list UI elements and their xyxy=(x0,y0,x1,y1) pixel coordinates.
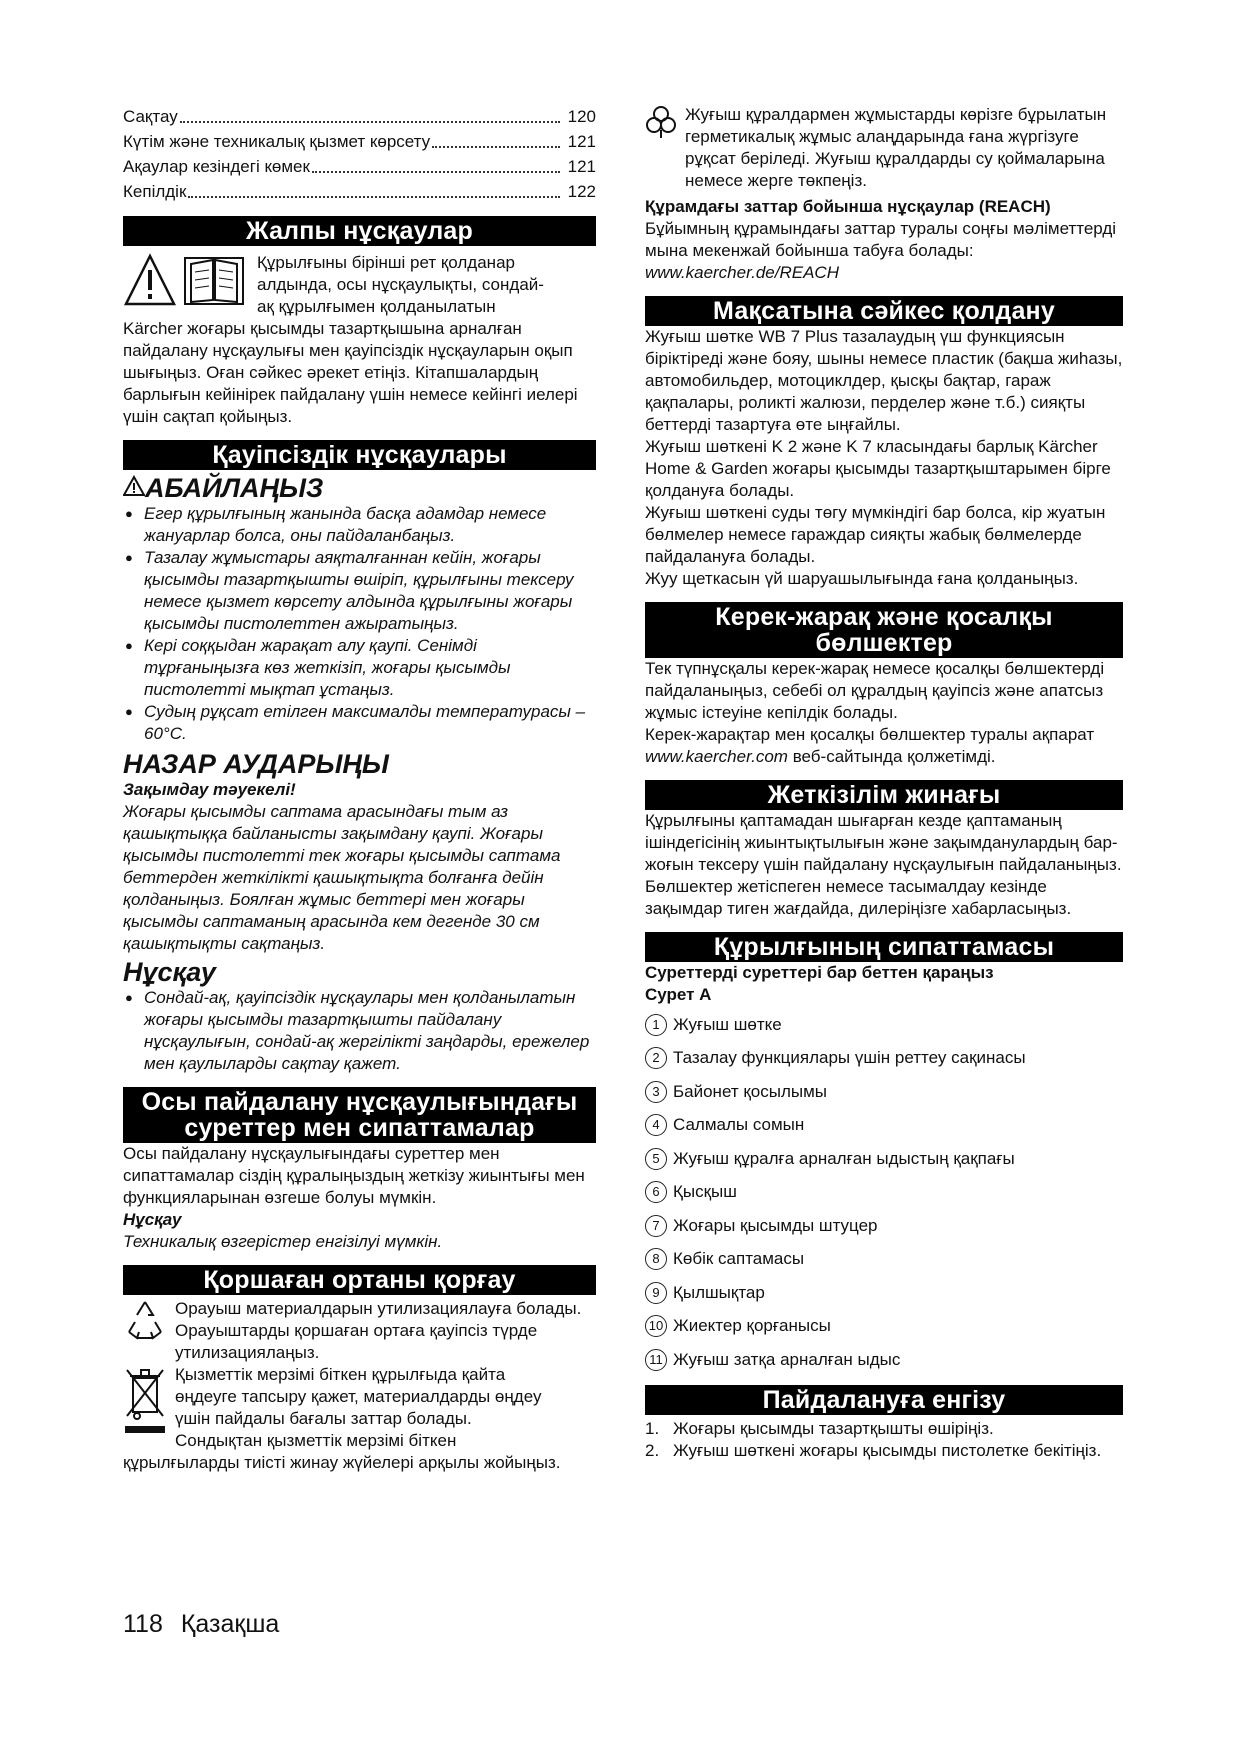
weee-line: өңдеуге тапсыру қажет, материалдарды өңдеу xyxy=(175,1387,542,1406)
list-item xyxy=(645,1310,1123,1344)
part-number: 7 xyxy=(645,1215,667,1237)
figures-note-title: Нұсқау xyxy=(123,1210,182,1229)
list-item: ● Судың рұқсат етілген максималды температурасы – 60°C. xyxy=(123,701,596,745)
part-label: Жоғары қысымды штуцер xyxy=(673,1215,878,1235)
startup-steps xyxy=(645,1418,1123,1462)
heading-accessories: Керек-жарақ және қосалқы бөлшектер xyxy=(645,602,1123,658)
reach-title: Құрамдағы заттар бойынша нұсқаулар (REACH) xyxy=(645,197,1051,216)
general-intro-line: Құрылғыны бірінші рет қолданар xyxy=(257,253,515,272)
list-item: ● Тазалау жұмыстары аяқталғаннан кейін, жоғары қысымды тазартқышты өшіріп, құрылғыны тексеру немесе қызмет көрсету алдында құрылғыны жоғары қысымды пистолеттен ажыратыңыз. xyxy=(123,547,596,635)
part-number: 11 xyxy=(645,1349,667,1371)
toc-title: Сақтау xyxy=(123,107,178,126)
list-item xyxy=(645,1042,1123,1076)
part-number: 6 xyxy=(645,1181,667,1203)
heading-device-description: Құрылғының сипаттамасы xyxy=(645,932,1123,962)
caution-subtitle: Зақымдау тәуекелі! xyxy=(123,780,296,799)
oil-spill-icon xyxy=(645,104,681,144)
general-text: Kärcher жоғары қысымды тазартқышына арналған пайдалану нұсқаулығы мен қауіпсіздік нұсқауларын оқып шығыңыз. Оған сәйкес әрекет етіңіз. Кітапшалардың барлығын кейінірек пайдалану үшін немесе кейінгі иелері үшін сақтап қойыңыз. xyxy=(123,319,578,426)
general-intro-line: алдында, осы нұсқаулықты, сондай- xyxy=(257,275,544,294)
part-label: Салмалы сомын xyxy=(673,1115,805,1135)
accessories-info xyxy=(645,724,1123,768)
warning-label: АБАЙЛАҢЫЗ xyxy=(145,473,324,503)
scope-text: Құрылғыны қаптамадан шығарған кезде қаптаманың ішіндегісінің жиынтықтылығын және зақымданулардың бар-жоғын тексеру үшін пайдалану нұсқаулығын пайдаланыңыз. Бөлшектер жетіспеген немесе тасымалдау кезінде зақымдар тиген жағдайда, дилеріңізге хабарласыңыз. xyxy=(645,811,1122,918)
part-label: Жуғыш затқа арналған ыдыс xyxy=(673,1349,901,1369)
sealed-area-block xyxy=(645,104,1123,192)
crossed-bin-icon xyxy=(123,1364,167,1444)
list-item xyxy=(645,1276,1123,1310)
weee-block xyxy=(123,1364,596,1452)
intended-text: Жуу щеткасын үй шаруашылығында ғана қолданыңыз. xyxy=(645,569,1079,588)
part-number: 3 xyxy=(645,1081,667,1103)
note-list xyxy=(123,987,596,1075)
part-label: Байонет қосылымы xyxy=(673,1081,828,1101)
intended-text: Жуғыш шөткені суды төгу мүмкіндігі бар болса, кір жуатын бөлмелер немесе гараждар сияқты жабық бөлмелерде пайдалануға болады. xyxy=(645,503,1106,566)
figures-note-text: Техникалық өзгерістер енгізілуі мүмкін. xyxy=(123,1232,443,1251)
list-item: ● Сондай-ақ, қауіпсіздік нұсқаулары мен қолданылатын жоғары қысымды тазартқышты пайдалану нұсқаулығын, сондай-ақ жергілікті заңдарды, ережелер мен қаулыларды сақтау қажет. xyxy=(123,987,596,1075)
warning-triangle-icon xyxy=(123,252,177,308)
heading-figures: Осы пайдалану нұсқаулығындағы суреттер мен сипаттамалар xyxy=(123,1087,596,1143)
manual-book-icon xyxy=(183,252,245,308)
toc-page: 122 xyxy=(567,182,596,201)
recycle-icon xyxy=(123,1298,167,1342)
parts-list xyxy=(645,1008,1123,1377)
part-label: Қылшықтар xyxy=(673,1282,765,1302)
toc-page: 121 xyxy=(567,157,596,176)
list-item xyxy=(645,1243,1123,1277)
list-item xyxy=(645,1109,1123,1143)
part-number: 1 xyxy=(645,1014,667,1036)
step-text: Жоғары қысымды тазартқышты өшіріңіз. xyxy=(673,1418,994,1438)
list-item xyxy=(645,1008,1123,1042)
heading-intended-use: Мақсатына сәйкес қолдану xyxy=(645,296,1123,326)
part-number: 10 xyxy=(645,1315,667,1337)
part-number: 2 xyxy=(645,1047,667,1069)
step-number: 1. xyxy=(645,1418,660,1438)
warning-list xyxy=(123,503,596,745)
part-label: Жуғыш құралға арналған ыдыстың қақпағы xyxy=(673,1148,1015,1168)
part-number: 8 xyxy=(645,1248,667,1270)
figures-text: Осы пайдалану нұсқаулығындағы суреттер мен сипаттамалар сіздің құралыңыздың жеткізу жиынтығы мен функцияларынан өзгеше болуы мүмкін. xyxy=(123,1144,585,1207)
toc-title: Күтім және техникалық қызмет көрсету xyxy=(123,132,431,151)
toc-row[interactable] xyxy=(123,104,596,129)
page-footer xyxy=(123,1610,297,1639)
list-item: ● Егер құрылғының жанында басқа адамдар немесе жануарлар болса, оны пайдаланбаңыз. xyxy=(123,503,596,547)
list-item: ● Кері соққыдан жарақат алу қаупі. Сенімді тұрғаныңызға көз жеткізіп, жоғары қысымды пистолетті мықтап ұстаңыз. xyxy=(123,635,596,701)
sealed-area-text: Жуғыш құралдармен жұмыстарды көрізге бұрылатын герметикалық жұмыс алаңдарында ғана жүргізуге рұқсат беріледі. Жуғыш құралдарды су қоймаларына немесе жерге төкпеңіз. xyxy=(685,105,1107,190)
reach-description: Бұйымның құрамындағы заттар туралы соңғы мәліметтерді мына мекенжай бойынша табуға болады: xyxy=(645,219,1117,260)
footer-language: Қазақша xyxy=(180,1610,280,1638)
general-intro xyxy=(123,252,596,318)
table-of-contents xyxy=(123,104,596,204)
right-column xyxy=(645,104,1123,1462)
list-item xyxy=(645,1343,1123,1377)
toc-row[interactable] xyxy=(123,154,596,179)
figure-label: Сурет A xyxy=(645,985,712,1004)
toc-row[interactable] xyxy=(123,129,596,154)
recycle-block xyxy=(123,1298,596,1364)
accessories-info-pre: Керек-жарақтар мен қосалқы бөлшектер туралы ақпарат xyxy=(645,725,1095,744)
heading-start-up: Пайдалануға енгізу xyxy=(645,1385,1123,1415)
description-subtitle: Суреттерді суреттері бар беттен қараңыз xyxy=(645,963,994,982)
warning-title xyxy=(123,473,596,503)
page-number: 118 xyxy=(123,1610,163,1638)
part-label: Тазалау функциялары үшін реттеу сақинасы xyxy=(673,1048,1026,1068)
toc-page: 120 xyxy=(567,107,596,126)
weee-line: үшін пайдалы бағалы заттар болады. xyxy=(175,1409,472,1428)
recycle-text: Орауыш материалдарын утилизациялауға болады. Орауыштарды қоршаған ортаға қауіпсіз түрде утилизациялаңыз. xyxy=(175,1299,582,1362)
list-item xyxy=(645,1209,1123,1243)
list-item xyxy=(645,1142,1123,1176)
part-label: Жуғыш шөтке xyxy=(673,1014,782,1034)
toc-title: Ақаулар кезіндегі көмек xyxy=(123,157,310,176)
note-title: Нұсқау xyxy=(123,957,216,987)
intended-text: Жуғыш шөтке WB 7 Plus тазалаудың үш функциясын біріктіреді және бояу, шыны немесе пластик (бақша жиһазы, автомобильдер, мотоциклдер, қысқы бақтар, гараж қақпалары, роликті жалюзи, перделер және т.б.) сияқты беттерді тазартуға өте ыңғайлы. xyxy=(645,327,1123,434)
kaercher-link[interactable]: www.kaercher.com xyxy=(645,747,788,766)
accessories-text: Тек түпнұсқалы керек-жарақ немесе қосалқы бөлшектерді пайдаланыңыз, себебі ол құралдың қауіпсіз және апатсыз жұмыс істеуіне кепілдік болады. xyxy=(645,659,1105,722)
reach-text xyxy=(645,218,1123,284)
heading-safety: Қауіпсіздік нұсқаулары xyxy=(123,440,596,470)
warning-small-icon xyxy=(123,473,145,503)
intended-text: Жуғыш шөткені K 2 және K 7 класындағы барлық Kärcher Home & Garden жоғары қысымды тазартқыштарымен бірге қолдануға болады. xyxy=(645,437,1111,500)
heading-general: Жалпы нұсқаулар xyxy=(123,216,596,246)
step-number: 2. xyxy=(645,1440,660,1460)
part-number: 9 xyxy=(645,1282,667,1304)
step-text: Жуғыш шөткені жоғары қысымды пистолетке бекітіңіз. xyxy=(673,1440,1102,1460)
weee-text: құрылғыларды тиісті жинау жүйелері арқылы жойыңыз. xyxy=(123,1453,561,1472)
part-number: 5 xyxy=(645,1148,667,1170)
part-label: Қысқыш xyxy=(673,1182,737,1202)
part-label: Көбік саптамасы xyxy=(673,1249,805,1269)
reach-link[interactable]: www.kaercher.de/REACH xyxy=(645,263,839,282)
left-column xyxy=(123,104,596,1474)
general-intro-line: ақ құрылғымен қолданылатын xyxy=(257,297,496,316)
part-number: 4 xyxy=(645,1114,667,1136)
list-item xyxy=(645,1176,1123,1210)
heading-environment: Қоршаған ортаны қорғау xyxy=(123,1265,596,1295)
list-item xyxy=(645,1418,1123,1440)
caution-text: Жоғары қысымды саптама арасындағы тым аз қашықтыққа байланысты зақымдану қаупі. Жоғары қысымды пистолетті тек жоғары қысымды саптама беттерден жеткілікті қашықтықта болғанға дейін қолданыңыз. Боялған жұмыс беттері мен жоғары қысымды саптаманың арасында кем дегенде 30 см қашықтықты сақтаңыз. xyxy=(123,802,561,953)
weee-line: Қызметтік мерзімі біткен құрылғыда қайта xyxy=(175,1365,506,1384)
weee-line: Сондықтан қызметтік мерзімі біткен xyxy=(175,1431,457,1450)
list-item xyxy=(645,1075,1123,1109)
list-item xyxy=(645,1440,1123,1462)
toc-title: Кепілдік xyxy=(123,182,187,201)
heading-scope-of-delivery: Жеткізілім жинағы xyxy=(645,780,1123,810)
part-label: Жиектер қорғанысы xyxy=(673,1316,831,1336)
toc-page: 121 xyxy=(567,132,596,151)
accessories-info-post: веб-сайтында қолжетімді. xyxy=(787,747,996,766)
toc-row[interactable] xyxy=(123,179,596,204)
caution-title: НАЗАР АУДАРЫҢЫ xyxy=(123,749,389,779)
